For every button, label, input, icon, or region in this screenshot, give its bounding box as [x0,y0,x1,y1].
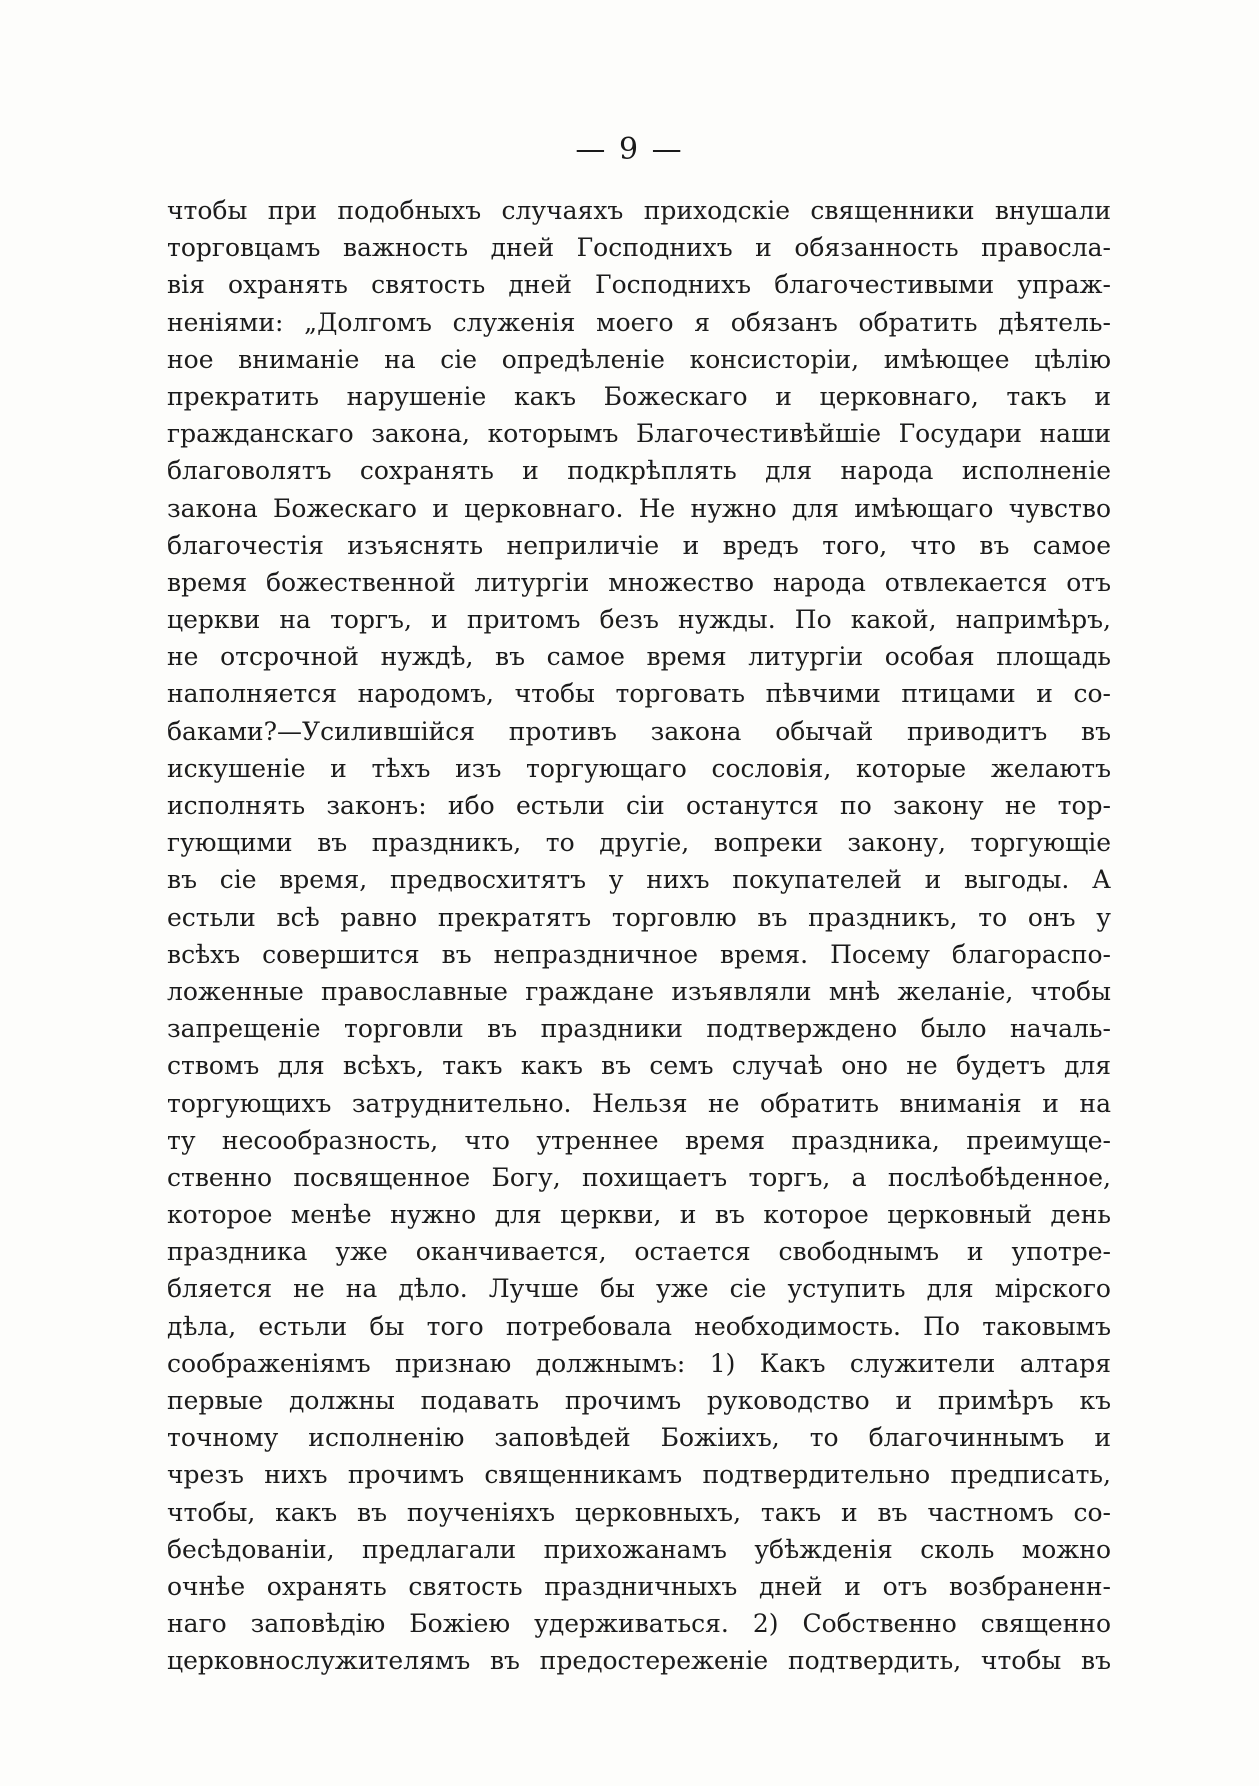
text-line: неніями: „Долгомъ служенія моего я обязанъ обратить дѣятель- [167,307,1111,337]
text-line: гражданскаго закона, которымъ Благочестивѣйшіе Государи наши [167,419,1111,449]
text-line: ное вниманіе на сіе опредѣленіе консисторіи, имѣющее цѣлію [167,344,1111,374]
text-line: торговцамъ важность дней Господнихъ и обязанность правосла- [167,233,1111,263]
text-line: чтобы при подобныхъ случаяхъ приходскіе священники внушали [167,196,1111,225]
text-line: которое менѣе нужно для церкви, и въ которое церковный день [167,1200,1111,1230]
text-line: очнѣе охранять святость праздничныхъ дней и отъ возбраненн- [167,1571,1111,1601]
text-line: время божественной литургіи множество народа отвлекается отъ [167,567,1111,597]
text-line: благочестія изъяснять неприличіе и вредъ того, что въ самое [167,530,1111,560]
text-line: первые должны подавать прочимъ руководство и примѣръ къ [167,1386,1111,1415]
text-line: дѣла, естьли бы того потребовала необходимость. По таковымъ [167,1311,1111,1341]
body-text [167,192,1111,1680]
text-line: баками?—Усилившійся противъ закона обычай приводитъ въ [167,716,1111,746]
text-line: бесѣдованіи, предлагали прихожанамъ убѣжденія сколь можно [167,1534,1111,1564]
text-line: благоволятъ сохранять и подкрѣплять для народа исполненіе [167,456,1111,486]
page-number: — 9 — [575,132,684,167]
text-line: естьли всѣ равно прекратятъ торговлю въ праздникъ, то онъ у [167,902,1111,932]
text-line: ложенные православные граждане изъявляли мнѣ желаніе, чтобы [167,976,1111,1006]
text-line: наполняется народомъ, чтобы торговать пѣвчими птицами и со- [167,679,1111,709]
text-line: церкви на торгъ, и притомъ безъ нужды. По какой, напримѣръ, [167,605,1111,635]
text-line: закона Божескаго и церковнаго. Не нужно для имѣющаго чувство [167,493,1111,523]
text-line: наго заповѣдію Божіею удерживаться. 2) Собственно священно [167,1609,1111,1639]
text-line: запрещеніе торговли въ праздники подтверждено было началь- [167,1014,1111,1044]
text-line: соображеніямъ признаю должнымъ: 1) Какъ служители алтаря [167,1348,1111,1378]
text-line: исполнять законъ: ибо естьли сіи останутся по закону не тор- [167,791,1111,820]
text-line: бляется не на дѣло. Лучше бы уже сіе уступить для мірского [167,1274,1111,1304]
text-line: точному исполненію заповѣдей Божіихъ, то благочиннымъ и [167,1423,1111,1453]
text-line: прекратить нарушеніе какъ Божескаго и церковнаго, такъ и [167,381,1111,411]
text-line: всѣхъ совершится въ непраздничное время. Посему благораспо- [167,939,1111,969]
text-line: не отсрочной нуждѣ, въ самое время литургіи особая площадь [167,642,1111,672]
text-line: гующими въ праздникъ, то другіе, вопреки закону, торгующіе [167,828,1111,858]
text-line: ственно посвященное Богу, похищаетъ торгъ, а послѣобѣденное, [167,1162,1111,1192]
text-line: церковнослужителямъ въ предостереженіе подтвердить, чтобы въ [167,1646,1111,1676]
text-line: торгующихъ затруднительно. Нельзя не обратить вниманія и на [167,1088,1111,1118]
text-line: праздника уже оканчивается, остается свободнымъ и употре- [167,1237,1111,1267]
text-line: вія охранять святость дней Господнихъ благочестивыми упраж- [167,270,1111,300]
text-line: искушеніе и тѣхъ изъ торгующаго сословія, которые желаютъ [167,753,1111,783]
text-line: ту несообразность, что утреннее время праздника, преимуще- [167,1125,1111,1155]
text-line: ствомъ для всѣхъ, такъ какъ въ семъ случаѣ оно не будетъ для [167,1051,1111,1081]
text-line: чтобы, какъ въ поученіяхъ церковныхъ, такъ и въ частномъ со- [167,1497,1111,1527]
text-line: чрезъ нихъ прочимъ священникамъ подтвердительно предписать, [167,1460,1111,1490]
text-line: въ сіе время, предвосхитятъ у нихъ покупателей и выгоды. А [167,865,1111,895]
